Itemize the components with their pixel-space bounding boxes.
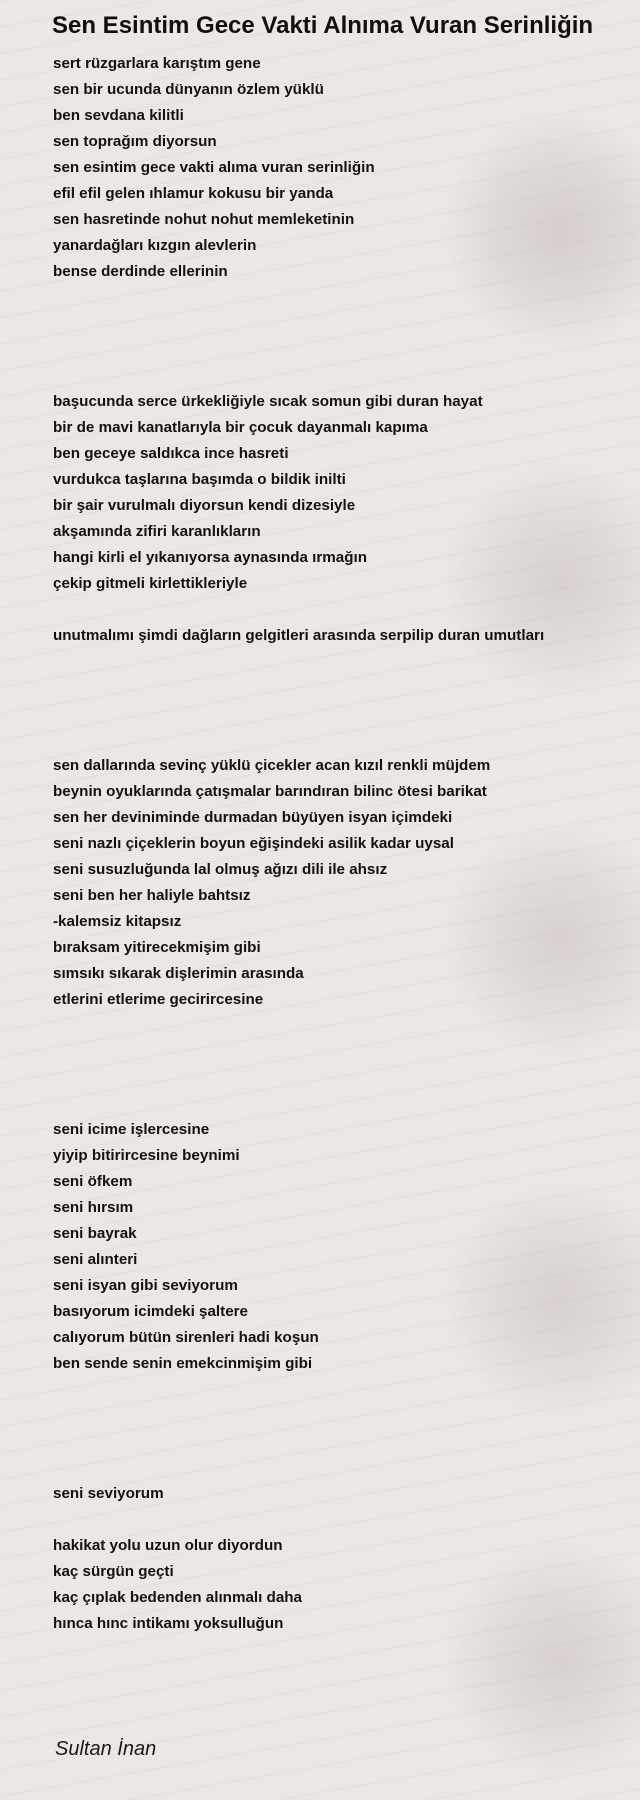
poem-line: hangi kirli el yıkanıyorsa aynasında ırmağın xyxy=(53,549,367,566)
stanza-4 xyxy=(53,1117,613,1377)
poem-line: kaç sürgün geçti xyxy=(53,1563,174,1580)
poem-line: vurdukca taşlarına başımda o bildik inilti xyxy=(53,471,346,488)
poem-line: seni ben her haliyle bahtsız xyxy=(53,887,251,904)
stanza-gap xyxy=(53,1013,613,1117)
poem-line: bir şair vurulmalı diyorsun kendi dizesiyle xyxy=(53,497,356,514)
poem-line: calıyorum bütün sirenleri hadi koşun xyxy=(53,1329,319,1346)
poem-line: sen her deviniminde durmadan büyüyen isyan içimdeki xyxy=(53,809,453,826)
poem-line xyxy=(53,597,613,623)
stanza-gap xyxy=(53,1377,613,1481)
stanza-gap xyxy=(53,285,613,389)
poem-line: sen dallarında sevinç yüklü çicekler acan kızıl renkli müjdem xyxy=(53,757,491,774)
poem-line: akşamında zifiri karanlıkların xyxy=(53,523,261,540)
poem-line: ben sevdana kilitli xyxy=(53,107,184,124)
poem-title: Sen Esintim Gece Vakti Alnıma Vuran Serinliğin xyxy=(52,12,594,39)
poem-line: yiyip bitirircesine beynimi xyxy=(53,1147,240,1164)
stanza-5 xyxy=(53,1481,613,1637)
poem-line: hınca hınc intikamı yoksulluğun xyxy=(53,1615,284,1632)
poem-line: beynin oyuklarında çatışmalar barındıran bilinc ötesi barikat xyxy=(53,783,487,800)
poem-line: ben sende senin emekcinmişim gibi xyxy=(53,1355,313,1372)
poem-line: kaç çıplak bedenden alınmalı daha xyxy=(53,1589,302,1606)
stanza-gap xyxy=(53,649,613,753)
author-signature: Sultan İnan xyxy=(55,1738,157,1760)
poem-line: seni isyan gibi seviyorum xyxy=(53,1277,238,1294)
poem-line: çekip gitmeli kirlettikleriyle xyxy=(53,575,248,592)
stanza-3 xyxy=(53,753,613,1013)
poem-line: bıraksam yitirecekmişim gibi xyxy=(53,939,261,956)
poem-line: etlerini etlerime gecirircesine xyxy=(53,991,264,1008)
poem-line: sımsıkı sıkarak dişlerimin arasında xyxy=(53,965,304,982)
poem-line: seni hırsım xyxy=(53,1199,134,1216)
poem-line: seni nazlı çiçeklerin boyun eğişindeki asilik kadar uysal xyxy=(53,835,454,852)
poem-line: efil efil gelen ıhlamur kokusu bir yanda xyxy=(53,185,334,202)
poem-line: sen bir ucunda dünyanın özlem yüklü xyxy=(53,81,324,98)
poem-body xyxy=(53,51,613,1637)
poem-line: seni öfkem xyxy=(53,1173,133,1190)
poem-line: başucunda serce ürkekliğiyle sıcak somun gibi duran hayat xyxy=(53,393,483,410)
poem-line: hakikat yolu uzun olur diyordun xyxy=(53,1537,283,1554)
poem-line: seni icime işlercesine xyxy=(53,1121,210,1138)
poem-line: ben geceye saldıkca ince hasreti xyxy=(53,445,289,462)
poem-line: sen toprağım diyorsun xyxy=(53,133,217,150)
poem-line: bense derdinde ellerinin xyxy=(53,263,228,280)
poem-line: unutmalımı şimdi dağların gelgitleri arasında serpilip duran umutları xyxy=(53,627,545,644)
poem-line: seni bayrak xyxy=(53,1225,137,1242)
poem-line: sen esintim gece vakti alıma vuran serinliğin xyxy=(53,159,375,176)
stanza-1 xyxy=(53,51,613,285)
poem-line: sert rüzgarlara karıştım gene xyxy=(53,55,261,72)
poem-line: seni seviyorum xyxy=(53,1485,164,1502)
stanza-2 xyxy=(53,389,613,649)
poem-line: yanardağları kızgın alevlerin xyxy=(53,237,257,254)
poem-line: seni susuzluğunda lal olmuş ağızı dili ile ahsız xyxy=(53,861,388,878)
poem-line xyxy=(53,1507,613,1533)
poem-line: -kalemsiz kitapsız xyxy=(53,913,182,930)
poem-line: seni alınteri xyxy=(53,1251,138,1268)
poem-line: sen hasretinde nohut nohut memleketinin xyxy=(53,211,355,228)
poem-line: basıyorum icimdeki şaltere xyxy=(53,1303,248,1320)
poem-line: bir de mavi kanatlarıyla bir çocuk dayanmalı kapıma xyxy=(53,419,428,436)
